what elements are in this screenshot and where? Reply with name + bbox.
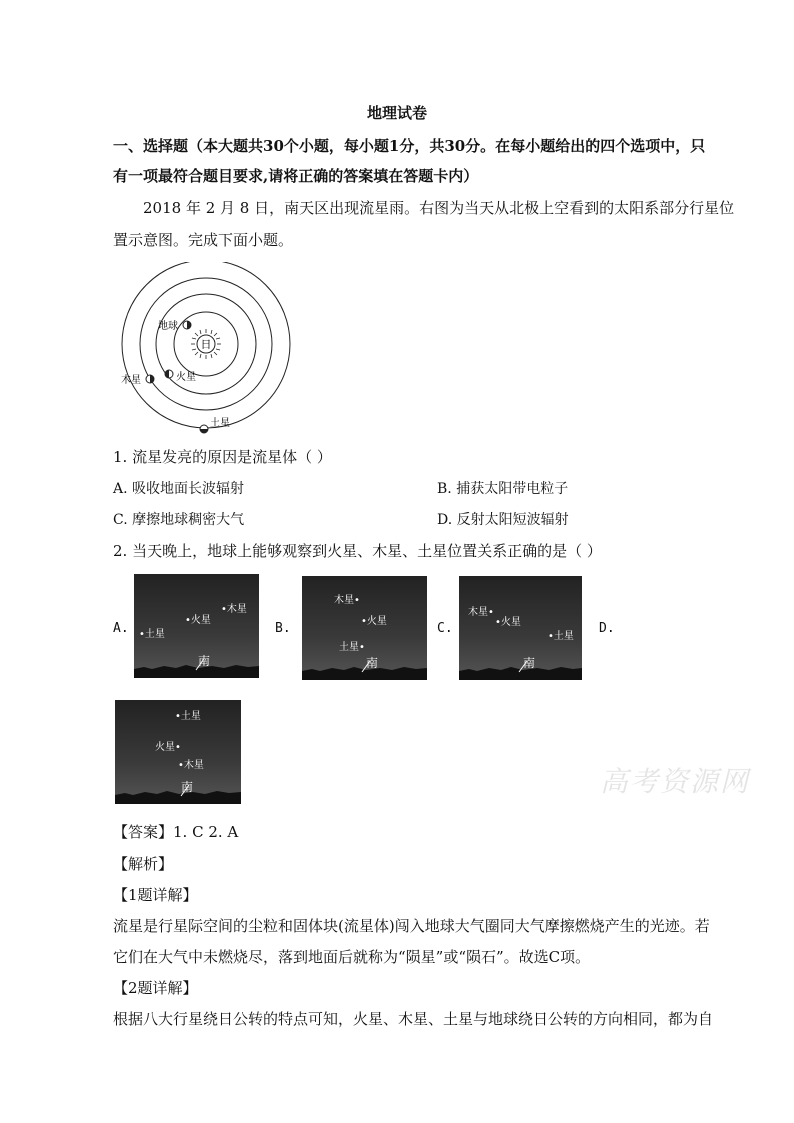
q2-panel-b[interactable] — [302, 576, 427, 680]
saturn-icon — [200, 425, 208, 433]
q1-option-c[interactable]: C. 摩擦地球稠密大气 — [113, 512, 245, 528]
horizon-silhouette — [115, 782, 241, 804]
mars-label: 火星 — [176, 372, 196, 383]
south-direction-label: 南 — [181, 780, 194, 794]
mars-icon — [165, 370, 173, 378]
south-direction-label: 南 — [198, 654, 211, 668]
q2-text: 2. 当天晚上，地球上能够观察到火星、木星、土星位置关系正确的是（ ） — [113, 542, 602, 560]
planet-label: •土星 — [139, 629, 165, 640]
planet-label: 土星• — [339, 642, 365, 653]
detail1-line1: 流星是行星际空间的尘粒和固体块(流星体)闯入地球大气圈同大气摩擦燃烧产生的光迹。若 — [113, 917, 710, 935]
horizon-silhouette — [134, 656, 259, 678]
planet-label: 木星• — [468, 607, 494, 618]
stem-line2: 置示意图。完成下面小题。 — [113, 231, 294, 249]
earth-icon — [183, 321, 191, 329]
jupiter-icon — [146, 375, 154, 383]
section-heading-line1: 一、选择题（本大题共30个小题，每小题1分，共30分。在每小题给出的四个选项中，只 — [113, 137, 706, 155]
horizon-silhouette — [302, 658, 427, 680]
q2-option-d-label[interactable]: D. — [599, 621, 615, 636]
planet-label: •木星 — [178, 760, 204, 771]
saturn-label: 土星 — [210, 418, 230, 429]
answer-line: 【答案】1. C 2. A — [113, 823, 239, 841]
planet-label: •木星 — [221, 604, 247, 615]
detail1-heading: 【1题详解】 — [113, 886, 198, 904]
planet-label: •土星 — [548, 631, 574, 642]
south-direction-label: 南 — [366, 656, 379, 670]
q2-option-c-label[interactable]: C. — [437, 621, 453, 636]
planet-label: •土星 — [175, 711, 201, 722]
watermark: 高考资源网 — [600, 765, 751, 798]
paper-title: 地理试卷 — [366, 104, 427, 122]
q2-panel-a[interactable] — [134, 574, 259, 678]
earth-label: 地球 — [158, 321, 178, 332]
planet-label: 木星• — [334, 595, 360, 606]
q1-option-d[interactable]: D. 反射太阳短波辐射 — [437, 512, 569, 528]
jupiter-label: 木星 — [121, 375, 141, 386]
q2-panel-d[interactable] — [115, 700, 241, 804]
solar-system-diagram — [110, 262, 310, 442]
q2-panel-c[interactable] — [459, 576, 582, 680]
planet-label: •火星 — [185, 615, 211, 626]
detail1-line2: 它们在大气中未燃烧尽，落到地面后就称为“陨星”或“陨石”。故选C项。 — [113, 948, 591, 966]
sun-label: 日 — [200, 338, 212, 351]
q2-option-b-label[interactable]: B. — [275, 621, 291, 636]
q1-text: 1. 流星发亮的原因是流星体（ ） — [113, 448, 332, 466]
q1-option-a[interactable]: A. 吸收地面长波辐射 — [113, 481, 245, 497]
south-direction-label: 南 — [523, 656, 536, 670]
horizon-silhouette — [459, 658, 582, 680]
detail2-heading: 【2题详解】 — [113, 979, 198, 997]
planet-label: •火星 — [361, 616, 387, 627]
detail2-line1: 根据八大行星绕日公转的特点可知，火星、木星、土星与地球绕日公转的方向相同，都为自 — [113, 1010, 714, 1028]
planet-label: 火星• — [155, 742, 181, 753]
planet-label: •火星 — [495, 617, 521, 628]
q1-option-b[interactable]: B. 捕获太阳带电粒子 — [437, 481, 569, 497]
analysis-heading: 【解析】 — [113, 855, 174, 873]
q2-option-a-label[interactable]: A. — [113, 621, 129, 636]
stem-line1: 2018 年 2 月 8 日，南天区出现流星雨。右图为当天从北极上空看到的太阳系部分行星位 — [143, 199, 735, 217]
section-heading-line2: 有一项最符合题目要求,请将正确的答案填在答题卡内） — [113, 167, 479, 185]
